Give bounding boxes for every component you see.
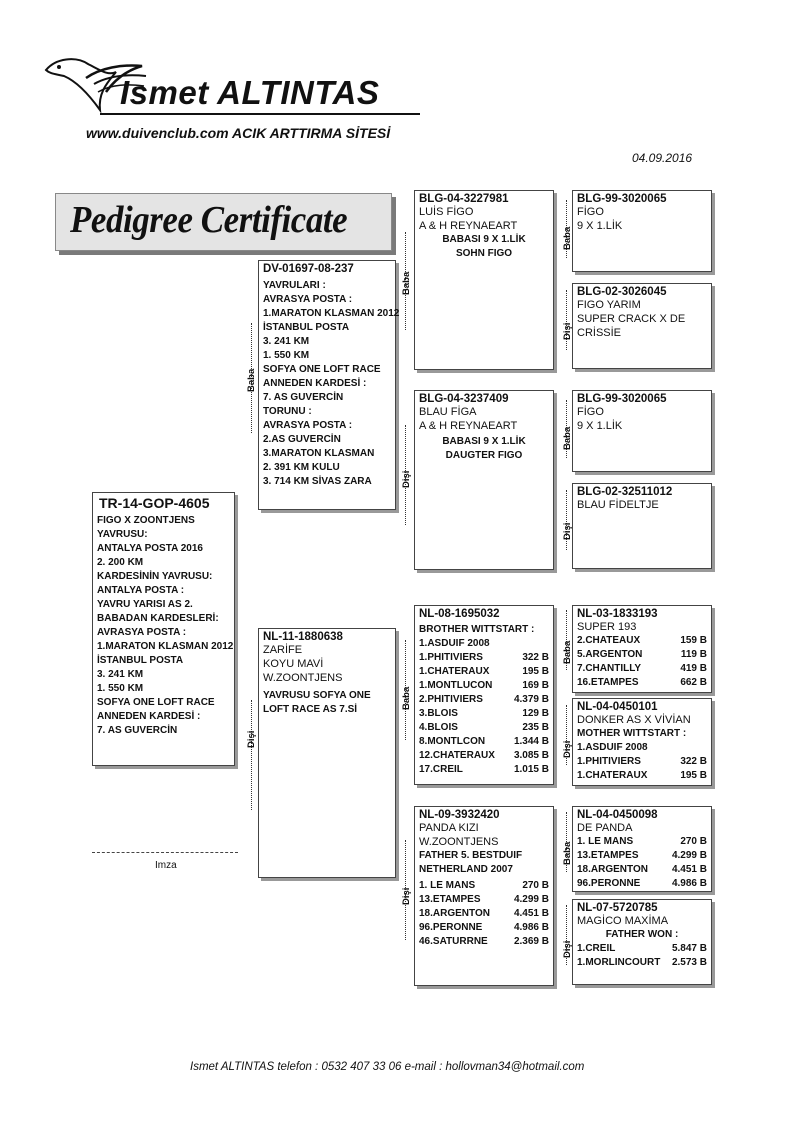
dds-label: Baba [562, 841, 573, 865]
sss-ring-id: BLG-99-3020065 [577, 193, 667, 205]
sire-dam-card [414, 390, 554, 570]
dam-breeder: W.ZOONTJENS [263, 672, 343, 684]
race-name: 1.CHATERAUX [577, 770, 648, 781]
detail-line: SOFYA ONE LOFT RACE [97, 697, 215, 708]
detail-line: FATHER 5. BESTDUIF [419, 850, 523, 861]
subject-card [92, 492, 235, 766]
detail-line: 3.MARATON KLASMAN [263, 448, 375, 459]
race-birds: 1.015 B [513, 764, 549, 775]
ssd-connector [566, 290, 567, 350]
detail-line: FIGO X ZOONTJENS [97, 515, 195, 526]
race-name: 46.SATURRNE [419, 936, 488, 947]
subject-details [97, 514, 234, 738]
race-result-row [577, 942, 707, 956]
race-birds: 195 B [522, 666, 549, 677]
detail-line: YAVRUSU: [97, 529, 148, 540]
race-result-row [577, 662, 707, 676]
dam-color: KOYU MAVİ [263, 658, 324, 670]
sire-dam-breeder: A & H REYNAEART [419, 420, 518, 432]
race-result-row [577, 877, 707, 891]
sire-dam-details [419, 435, 549, 463]
race-name: 18.ARGENTON [419, 908, 490, 919]
dam-sire-label: Baba [401, 686, 412, 710]
sire-sire-ring-id: BLG-04-3227981 [419, 193, 509, 205]
race-name: 17.CREIL [419, 764, 463, 775]
race-birds: 322 B [522, 652, 549, 663]
detail-line: FATHER WON : [605, 929, 679, 940]
logo-underline [100, 113, 420, 115]
detail-line: 7. AS GUVERCİN [263, 392, 344, 403]
race-birds: 5.847 B [671, 943, 707, 954]
detail-line: DAUGTER FIGO [445, 450, 523, 461]
race-result-row [419, 893, 549, 907]
ddd-label: Dişi [562, 940, 573, 958]
detail-line: NETHERLAND 2007 [419, 864, 513, 875]
detail-line: YAVRUSU SOFYA ONE [263, 690, 371, 701]
sire-sire-details [419, 233, 549, 261]
race-name: 1.PHITIVIERS [419, 652, 483, 663]
sire-sire-card [414, 190, 554, 370]
race-birds: 419 B [680, 663, 707, 674]
detail-line: SOFYA ONE LOFT RACE [263, 364, 381, 375]
detail-line: 7. AS GUVERCİN [97, 725, 178, 736]
dsd-results [577, 755, 707, 783]
race-name: 1.CHATERAUX [419, 666, 490, 677]
detail-line: 1. 550 KM [97, 683, 144, 694]
dam-sire-results [419, 651, 549, 777]
detail-line: 3. 241 KM [263, 336, 310, 347]
race-name: 2.CHATEAUX [577, 635, 641, 646]
sdd-label: Dişi [562, 522, 573, 540]
sss-name: FİGO [577, 206, 604, 218]
detail-line: 9 X 1.LİK [577, 220, 623, 232]
dsd-details [577, 727, 707, 755]
dam-label: Dişi [246, 730, 257, 748]
race-name: 1.PHITIVIERS [577, 756, 641, 767]
detail-line: 9 X 1.LİK [577, 420, 623, 432]
dam-details [263, 689, 391, 717]
race-result-row [419, 735, 549, 749]
dam-sire-card [414, 605, 554, 785]
race-birds: 662 B [680, 677, 707, 688]
race-birds: 195 B [680, 770, 707, 781]
detail-line: İSTANBUL POSTA [263, 322, 350, 333]
detail-line: BROTHER WITTSTART : [419, 624, 535, 635]
detail-line: 3. 241 KM [97, 669, 144, 680]
sire-sire-label: Baba [401, 271, 412, 295]
detail-line: BABASI 9 X 1.LİK [442, 436, 526, 447]
race-birds: 159 B [680, 635, 707, 646]
sire-ring-id: DV-01697-08-237 [263, 263, 354, 275]
dds-results [577, 835, 707, 891]
ssd-ring-id: BLG-02-3026045 [577, 286, 667, 298]
dss-name: SUPER 193 [577, 621, 637, 633]
dam-ring-id: NL-11-1880638 [263, 631, 343, 643]
detail-line: YAVRU YARISI AS 2. [97, 599, 193, 610]
sire-dam-label: Dişi [401, 470, 412, 488]
race-name: 12.CHATERAUX [419, 750, 495, 761]
detail-line: BABADAN KARDESLERİ: [97, 613, 219, 624]
sdd-connector [566, 490, 567, 550]
race-result-row [419, 763, 549, 777]
race-result-row [577, 755, 707, 769]
detail-line: ANNEDEN KARDESİ : [97, 711, 201, 722]
detail-line: 1.ASDUIF 2008 [419, 638, 490, 649]
race-result-row [419, 721, 549, 735]
sire-dam-name: BLAU FİGA [419, 406, 477, 418]
site-url: www.duivenclub.com ACIK ARTTIRMA SİTESİ [86, 125, 391, 141]
signature-label: Imza [155, 860, 177, 871]
detail-line: SUPER CRACK X DE [577, 313, 686, 325]
race-birds: 119 B [680, 649, 707, 660]
race-birds: 4.451 B [671, 864, 707, 875]
detail-line: 2. 200 KM [97, 557, 144, 568]
race-birds: 2.573 B [671, 957, 707, 968]
certificate-banner [55, 193, 392, 251]
dsd-ring-id: NL-04-0450101 [577, 701, 658, 713]
dam-card [258, 628, 396, 878]
detail-line: ANTALYA POSTA 2016 [97, 543, 203, 554]
race-birds: 129 B [522, 708, 549, 719]
sire-label: Baba [246, 368, 257, 392]
sss-details [577, 219, 707, 233]
dam-dam-label: Dişi [401, 887, 412, 905]
race-name: 16.ETAMPES [577, 677, 639, 688]
certificate-title: Pedigree Certificate [70, 199, 348, 241]
dam-dam-name: PANDA KIZI [419, 822, 479, 834]
race-name: 1. LE MANS [419, 880, 476, 891]
race-result-row [577, 835, 707, 849]
detail-line: 1.MARATON KLASMAN 2012 [263, 308, 400, 319]
race-result-row [419, 693, 549, 707]
race-result-row [577, 648, 707, 662]
race-name: 1. LE MANS [577, 836, 634, 847]
race-birds: 4.451 B [513, 908, 549, 919]
race-result-row [419, 935, 549, 949]
race-name: 7.CHANTILLY [577, 663, 642, 674]
race-result-row [419, 679, 549, 693]
detail-line: İSTANBUL POSTA [97, 655, 184, 666]
detail-line: 2.AS GUVERCİN [263, 434, 341, 445]
race-birds: 4.379 B [513, 694, 549, 705]
race-name: 1.MORLINCOURT [577, 957, 661, 968]
sds-label: Baba [562, 426, 573, 450]
race-result-row [577, 849, 707, 863]
dam-sire-ring-id: NL-08-1695032 [419, 608, 500, 620]
ddd-results [577, 942, 707, 970]
dss-card [572, 605, 712, 693]
dam-sire-details [419, 623, 549, 651]
race-name: 5.ARGENTON [577, 649, 643, 660]
sire-dam-ring-id: BLG-04-3237409 [419, 393, 509, 405]
race-name: 96.PERONNE [419, 922, 483, 933]
race-name: 2.PHITIVIERS [419, 694, 483, 705]
detail-line: 1.ASDUIF 2008 [577, 742, 648, 753]
dam-dam-details [419, 849, 549, 877]
dds-name: DE PANDA [577, 822, 633, 834]
dds-ring-id: NL-04-0450098 [577, 809, 658, 821]
race-birds: 1.344 B [513, 736, 549, 747]
race-birds: 169 B [522, 680, 549, 691]
race-name: 3.BLOIS [419, 708, 458, 719]
detail-line: KARDESİNİN YAVRUSU: [97, 571, 213, 582]
race-birds: 2.369 B [513, 936, 549, 947]
signature-line [92, 852, 238, 853]
sire-sire-breeder: A & H REYNAEART [419, 220, 518, 232]
dss-ring-id: NL-03-1833193 [577, 608, 658, 620]
dss-results [577, 634, 707, 690]
dsd-label: Dişi [562, 740, 573, 758]
sdd-card [572, 483, 712, 569]
race-birds: 4.986 B [671, 878, 707, 889]
detail-line: ANNEDEN KARDESİ : [263, 378, 367, 389]
race-result-row [419, 651, 549, 665]
race-name: 1.CREIL [577, 943, 616, 954]
sire-card [258, 260, 400, 510]
race-birds: 4.986 B [513, 922, 549, 933]
dam-dam-card [414, 806, 554, 986]
detail-line: 1.MARATON KLASMAN 2012 [97, 641, 234, 652]
sds-name: FİGO [577, 406, 604, 418]
sss-label: Baba [562, 226, 573, 250]
detail-line: SOHN FIGO [455, 248, 513, 259]
dam-connector [251, 700, 252, 810]
race-birds: 4.299 B [671, 850, 707, 861]
sds-details [577, 419, 707, 433]
dam-dam-breeder: W.ZOONTJENS [419, 836, 499, 848]
race-result-row [577, 769, 707, 783]
race-name: 4.BLOIS [419, 722, 458, 733]
race-result-row [577, 956, 707, 970]
sss-card [572, 190, 712, 272]
ssd-details [577, 312, 707, 340]
race-result-row [419, 665, 549, 679]
sds-ring-id: BLG-99-3020065 [577, 393, 667, 405]
race-result-row [577, 863, 707, 877]
detail-line: MOTHER WITTSTART : [577, 728, 687, 739]
dam-name: ZARİFE [263, 644, 303, 656]
detail-line: 1. 550 KM [263, 350, 310, 361]
detail-line: TORUNU : [263, 406, 312, 417]
race-result-row [577, 634, 707, 648]
detail-line: YAVRULARI : [263, 280, 326, 291]
dsd-name: DONKER AS X VİVİAN [577, 714, 691, 726]
detail-line: ANTALYA POSTA : [97, 585, 185, 596]
race-result-row [577, 676, 707, 690]
subject-ring-id: TR-14-GOP-4605 [99, 495, 210, 511]
detail-line: 3. 714 KM SİVAS ZARA [263, 476, 372, 487]
dds-card [572, 806, 712, 892]
footer-contact: Ismet ALTINTAS telefon : 0532 407 33 06 e-mail : hollovman34@hotmail.com [190, 1061, 585, 1073]
ssd-label: Dişi [562, 322, 573, 340]
race-name: 8.MONTLCON [419, 736, 486, 747]
ddd-details [577, 928, 707, 942]
logo-title: Ismet ALTINTAS [120, 74, 380, 111]
race-birds: 270 B [680, 836, 707, 847]
race-birds: 270 B [522, 880, 549, 891]
detail-line: BABASI 9 X 1.LİK [442, 234, 526, 245]
detail-line: CRİSSİE [577, 327, 622, 339]
race-birds: 322 B [680, 756, 707, 767]
dsd-card [572, 698, 712, 786]
detail-line: 2. 391 KM KULU [263, 462, 340, 473]
detail-line: AVRASYA POSTA : [97, 627, 187, 638]
race-result-row [419, 907, 549, 921]
ddd-ring-id: NL-07-5720785 [577, 902, 658, 914]
sds-card [572, 390, 712, 472]
ssd-name: FIGO YARIM [577, 299, 641, 311]
dam-dam-results [419, 879, 549, 949]
sdd-ring-id: BLG-02-32511012 [577, 486, 673, 498]
dss-label: Baba [562, 640, 573, 664]
race-birds: 235 B [522, 722, 549, 733]
race-name: 13.ETAMPES [577, 850, 639, 861]
detail-line: LOFT RACE AS 7.Sİ [263, 704, 358, 715]
sdd-name: BLAU FİDELTJE [577, 499, 659, 511]
race-result-row [419, 749, 549, 763]
race-name: 18.ARGENTON [577, 864, 648, 875]
race-result-row [419, 707, 549, 721]
dam-dam-ring-id: NL-09-3932420 [419, 809, 500, 821]
ddd-card [572, 899, 712, 985]
ddd-name: MAGİCO MAXİMA [577, 915, 669, 927]
race-name: 1.MONTLUCON [419, 680, 493, 691]
race-birds: 4.299 B [513, 894, 549, 905]
sire-details [263, 279, 400, 489]
race-birds: 3.085 B [513, 750, 549, 761]
race-result-row [419, 921, 549, 935]
detail-line: AVRASYA POSTA : [263, 294, 353, 305]
detail-line: AVRASYA POSTA : [263, 420, 353, 431]
race-name: 96.PERONNE [577, 878, 641, 889]
race-name: 13.ETAMPES [419, 894, 481, 905]
document-date: 04.09.2016 [632, 151, 693, 165]
race-result-row [419, 879, 549, 893]
ssd-card [572, 283, 712, 369]
sire-sire-name: LUİS FİGO [419, 206, 474, 218]
